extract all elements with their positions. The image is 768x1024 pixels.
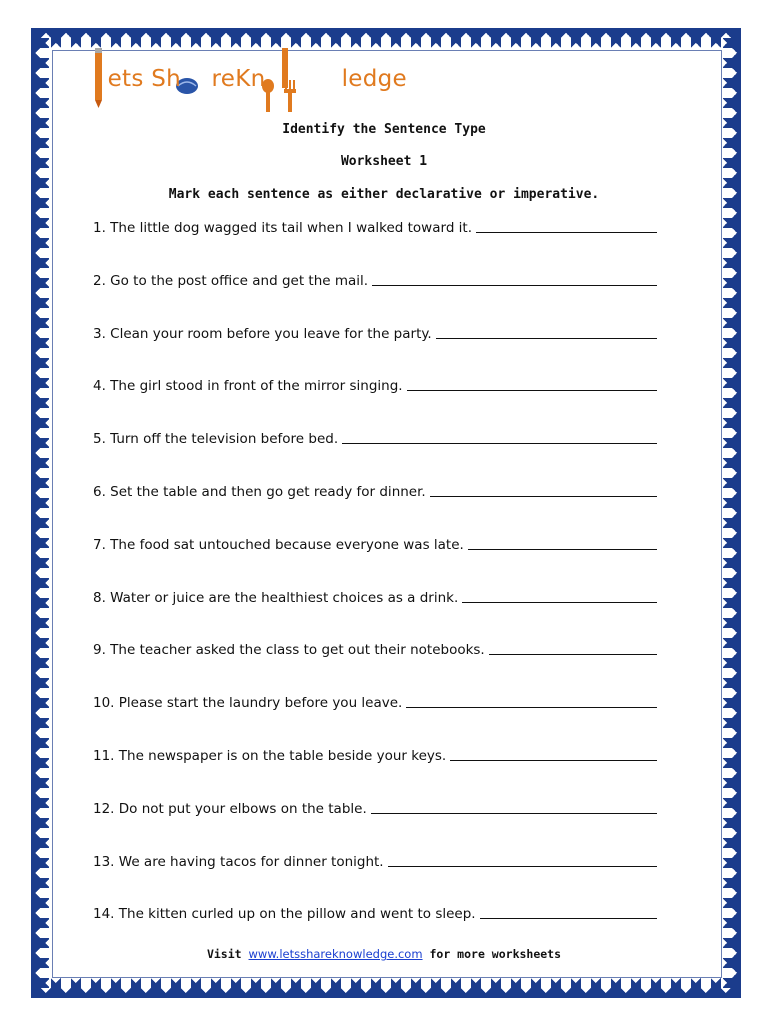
answer-blank[interactable] xyxy=(462,601,657,603)
question-item xyxy=(93,220,657,236)
footer-link[interactable]: www.letsshareknowledge.com xyxy=(248,947,423,961)
question-item xyxy=(93,642,657,658)
answer-blank[interactable] xyxy=(407,389,657,391)
answer-blank[interactable] xyxy=(342,442,657,444)
question-text: 8. Water or juice are the healthiest choices as a drink. xyxy=(93,589,459,606)
question-text: 7. The food sat untouched because everyone was late. xyxy=(93,536,464,553)
answer-blank[interactable] xyxy=(406,706,657,708)
question-text: 14. The kitten curled up on the pillow and went to sleep. xyxy=(93,906,476,923)
question-item xyxy=(93,906,657,922)
answer-blank[interactable] xyxy=(489,653,657,655)
answer-blank[interactable] xyxy=(372,284,657,286)
question-item xyxy=(93,326,657,342)
site-logo xyxy=(92,44,407,116)
answer-blank[interactable] xyxy=(436,337,657,339)
worksheet-subtitle: Worksheet 1 xyxy=(340,154,428,169)
question-item xyxy=(93,273,657,289)
question-text: 5. Turn off the television before bed. xyxy=(93,431,339,448)
question-text: 1. The little dog wagged its tail when I walked toward it. xyxy=(93,220,473,236)
question-item xyxy=(93,431,657,447)
footer xyxy=(0,947,768,961)
logo-wordmark: ets Sh reKn ledge xyxy=(100,66,407,92)
question-item xyxy=(93,378,657,394)
question-item xyxy=(93,748,657,764)
question-text: 2. Go to the post office and get the mail. xyxy=(93,272,369,289)
question-text: 4. The girl stood in front of the mirror singing. xyxy=(93,378,403,395)
question-text: 3. Clean your room before you leave for the party. xyxy=(93,325,432,342)
footer-prefix: Visit xyxy=(206,947,242,961)
answer-blank[interactable] xyxy=(371,812,657,814)
question-item xyxy=(93,484,657,500)
question-item xyxy=(93,801,657,817)
question-text: 11. The newspaper is on the table beside your keys. xyxy=(93,748,447,764)
answer-blank[interactable] xyxy=(430,495,657,497)
answer-blank[interactable] xyxy=(388,865,657,867)
question-item xyxy=(93,537,657,553)
worksheet-instruction: Mark each sentence as either declarative or imperative. xyxy=(168,187,600,202)
question-text: 9. The teacher asked the class to get out their notebooks. xyxy=(93,642,485,659)
question-item xyxy=(93,695,657,711)
question-text: 13. We are having tacos for dinner tonight. xyxy=(93,853,384,870)
answer-blank[interactable] xyxy=(450,759,657,761)
answer-blank[interactable] xyxy=(480,917,657,919)
question-text: 10. Please start the laundry before you leave. xyxy=(93,695,403,712)
answer-blank[interactable] xyxy=(476,231,657,233)
worksheet-title: Identify the Sentence Type xyxy=(282,122,486,137)
question-text: 6. Set the table and then go get ready for dinner. xyxy=(93,484,426,500)
question-item xyxy=(93,854,657,870)
question-item xyxy=(93,590,657,606)
footer-suffix: for more worksheets xyxy=(429,947,562,961)
answer-blank[interactable] xyxy=(468,548,657,550)
question-text: 12. Do not put your elbows on the table. xyxy=(93,800,367,817)
